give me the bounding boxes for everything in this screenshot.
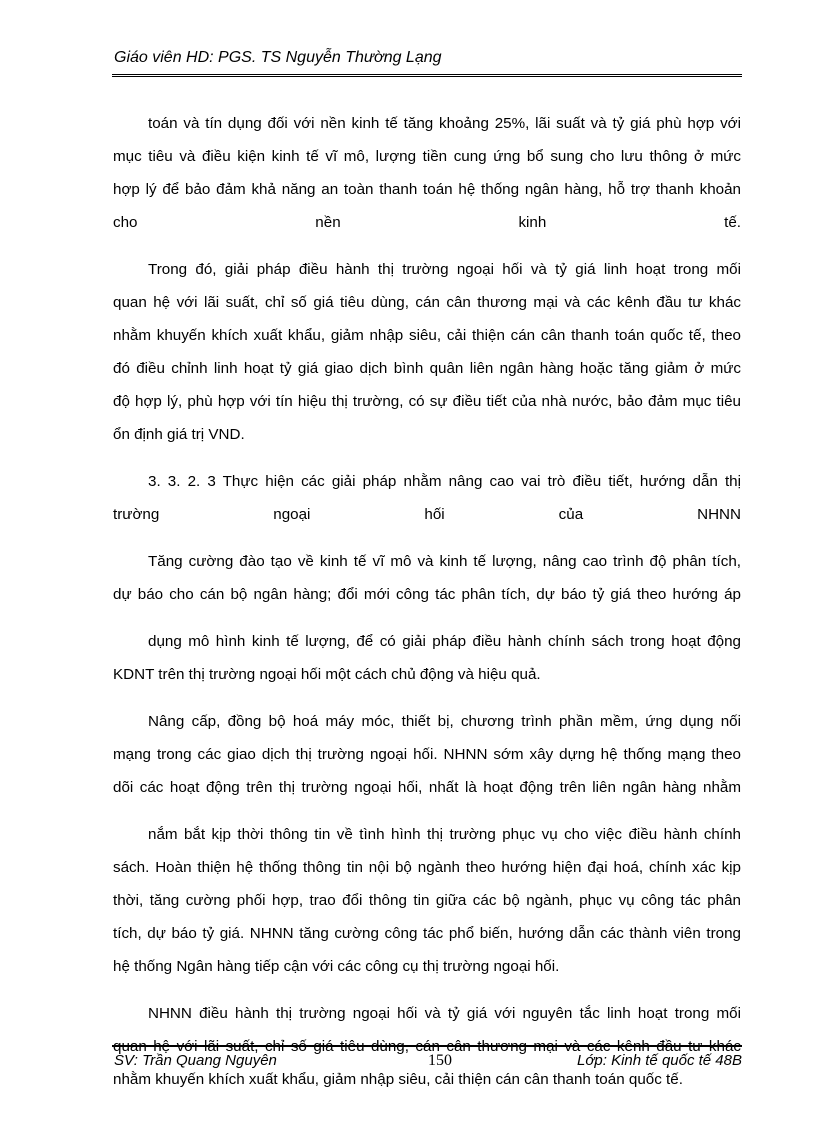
text-line: mục tiêu và điều kiện kinh tế vĩ mô, lượng tiền cung ứng bổ sung cho lưu thông ở mức — [113, 148, 741, 165]
text-line: Nâng cấp, đồng bộ hoá máy móc, thiết bị, chương trình phần mềm, ứng dụng nối — [148, 713, 741, 730]
text-line: dõi các hoạt động trên thị trường ngoại hối, nhất là hoạt động trên liên ngân hàng nhằm — [113, 779, 741, 796]
text-line: toán và tín dụng đối với nền kinh tế tăng khoảng 25%, lãi suất và tỷ giá phù hợp với — [148, 115, 741, 132]
section-heading-line: trường ngoại hối của NHNN — [113, 506, 741, 523]
text-line: hệ thống Ngân hàng tiếp cận với các công cụ thị trường ngoại hối. — [113, 958, 560, 975]
text-line: Tăng cường đào tạo về kinh tế vĩ mô và kinh tế lượng, nâng cao trình độ phân tích, — [148, 553, 741, 570]
text-line: độ hợp lý, phù hợp với tín hiệu thị trường, có sự điều tiết của nhà nước, bảo đảm mục tiêu — [113, 393, 741, 410]
text-line: sách. Hoàn thiện hệ thống thông tin nội bộ ngành theo hướng hiện đại hoá, chính xác kịp — [113, 859, 741, 876]
page-number: 150 — [428, 1052, 452, 1069]
text-line: ổn định giá trị VND. — [113, 426, 245, 443]
text-line: thời, tăng cường phối hợp, trao đổi thông tin giữa các bộ ngành, phục vụ công tác phân — [113, 892, 741, 909]
text-line: mạng trong các giao dịch thị trường ngoại hối. NHNN sớm xây dựng hệ thống mạng theo — [113, 746, 741, 763]
text-line: tích, dự báo tỷ giá. NHNN tăng cường công tác phổ biến, hướng dẫn các thành viên trong — [113, 925, 741, 942]
text-line: cho nền kinh tế. — [113, 214, 741, 231]
footer-rule — [112, 1045, 742, 1047]
header-rule — [112, 74, 742, 77]
footer-class: Lớp: Kinh tế quốc tế 48B — [576, 1052, 742, 1069]
text-line: nhằm khuyến khích xuất khẩu, giảm nhập siêu, cải thiện cán cân thanh toán quốc tế, theo — [113, 327, 741, 344]
text-line: đó điều chỉnh linh hoạt tỷ giá giao dịch bình quân liên ngân hàng hoặc tăng giảm ở mức — [113, 360, 741, 377]
text-line: nắm bắt kịp thời thông tin về tình hình thị trường phục vụ cho việc điều hành chính — [148, 826, 741, 843]
section-heading-line: 3. 3. 2. 3 Thực hiện các giải pháp nhằm nâng cao vai trò điều tiết, hướng dẫn thị — [148, 473, 741, 490]
text-line: hợp lý để bảo đảm khả năng an toàn thanh toán hệ thống ngân hàng, hỗ trợ thanh khoản — [113, 181, 741, 198]
text-line: nhằm khuyến khích xuất khẩu, giảm nhập siêu, cải thiện cán cân thanh toán quốc tế. — [113, 1071, 683, 1088]
text-line: dự báo cho cán bộ ngân hàng; đổi mới công tác phân tích, dự báo tỷ giá theo hướng áp — [113, 586, 741, 603]
document-body — [113, 107, 741, 1096]
text-line: dụng mô hình kinh tế lượng, để có giải pháp điều hành chính sách trong hoạt động — [148, 633, 741, 650]
text-line: KDNT trên thị trường ngoại hối một cách chủ động và hiệu quả. — [113, 666, 541, 683]
text-line: quan hệ với lãi suất, chỉ số giá tiêu dùng, cán cân thương mại và các kênh đầu tư khác — [113, 1038, 741, 1055]
page-header: Giáo viên HD: PGS. TS Nguyễn Thường Lạng — [114, 49, 442, 66]
text-line: Trong đó, giải pháp điều hành thị trường ngoại hối và tỷ giá linh hoạt trong mối — [148, 261, 741, 278]
text-line: NHNN điều hành thị trường ngoại hối và tỷ giá với nguyên tắc linh hoạt trong mối — [148, 1005, 741, 1022]
text-line: quan hệ với lãi suất, chỉ số giá tiêu dùng, cán cân thương mại và các kênh đầu tư khác — [113, 294, 741, 311]
footer-student: SV: Trần Quang Nguyên — [114, 1052, 277, 1069]
